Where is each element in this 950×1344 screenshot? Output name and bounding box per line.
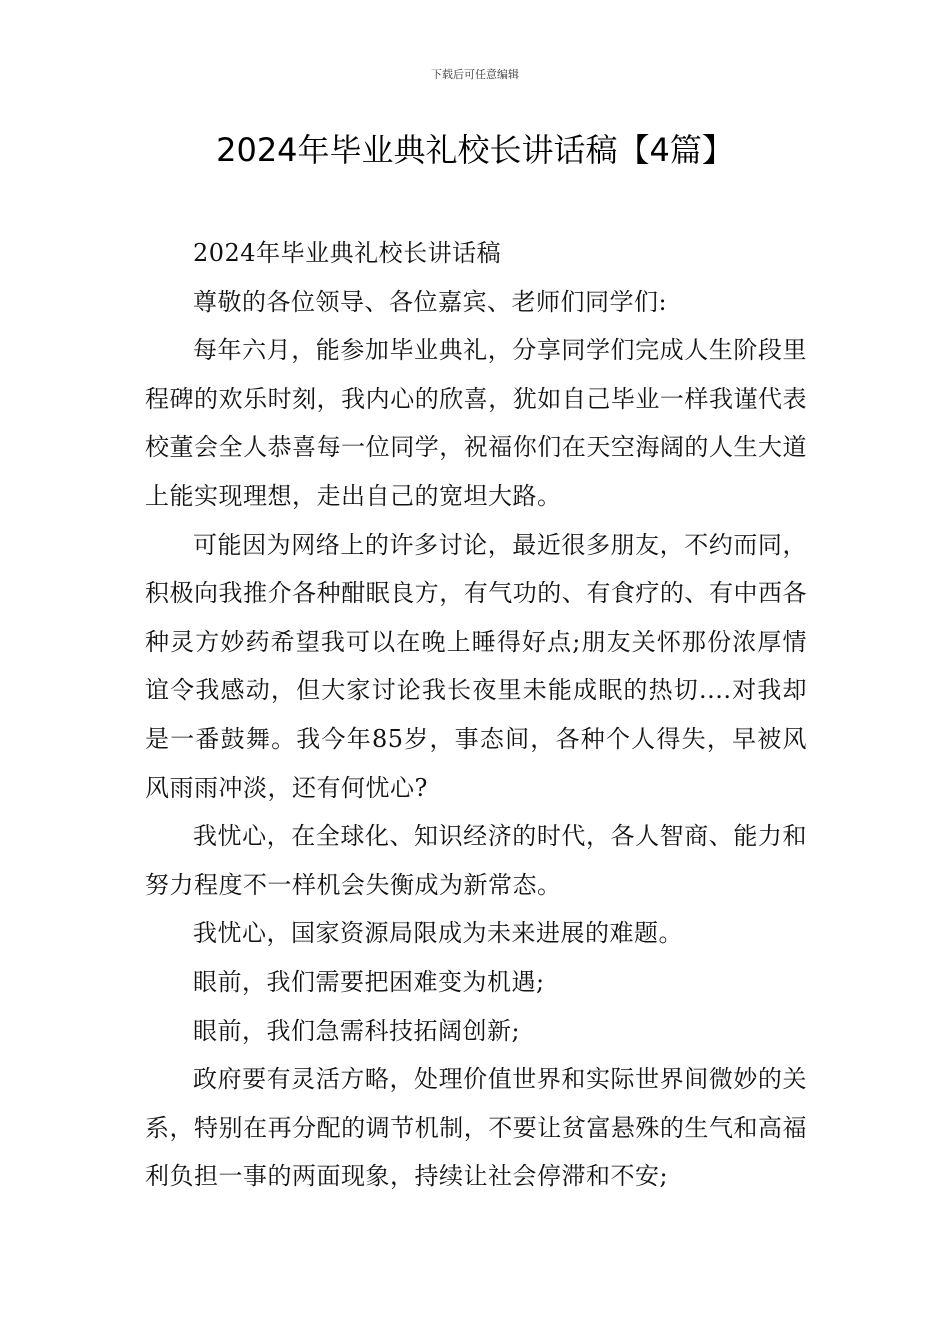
paragraph: 政府要有灵活方略，处理价值世界和实际世界间微妙的关系，特别在再分配的调节机制，不要让贫富悬殊的生气和高福利负担一事的两面现象，持续让社会停滞和不安; [145, 1065, 807, 1191]
paragraph: 眼前，我们急需科技拓阔创新; [193, 1016, 521, 1045]
paragraph-subtitle: 2024年毕业典礼校长讲话稿 [193, 239, 502, 267]
paragraph: 每年六月，能参加毕业典礼，分享同学们完成人生阶段里程碑的欢乐时刻，我内心的欣喜，犹如自己毕业一样我谨代表校董会全人恭喜每一位同学，祝福你们在天空海阔的人生大道上能实现理想，走出自己的宽坦大路。 [145, 336, 807, 510]
header-note: 下载后可任意编辑 [431, 68, 519, 81]
paragraph: 可能因为网络上的许多讨论，最近很多朋友，不约而同，积极向我推介各种酣眠良方，有气功的、有食疗的、有中西各种灵方妙药希望我可以在晚上睡得好点;朋友关怀那份浓厚情谊令我感动，但大家讨论我长夜里未能成眠的热切....对我却是一番鼓舞。我今年85岁，事态间，各种个人得失，早被风风雨雨冲淡，还有何忧心? [145, 530, 807, 802]
paragraph-salutation: 尊敬的各位领导、各位嘉宾、老师们同学们: [193, 287, 668, 316]
paragraph: 我忧心，在全球化、知识经济的时代，各人智商、能力和努力程度不一样机会失衡成为新常态。 [145, 822, 807, 899]
document-title: 2024年毕业典礼校长讲话稿【4篇】 [216, 131, 734, 169]
document-body [145, 229, 807, 1201]
paragraph: 我忧心，国家资源局限成为未来进展的难题。 [193, 919, 683, 948]
paragraph: 眼前，我们需要把困难变为机遇; [193, 967, 545, 996]
